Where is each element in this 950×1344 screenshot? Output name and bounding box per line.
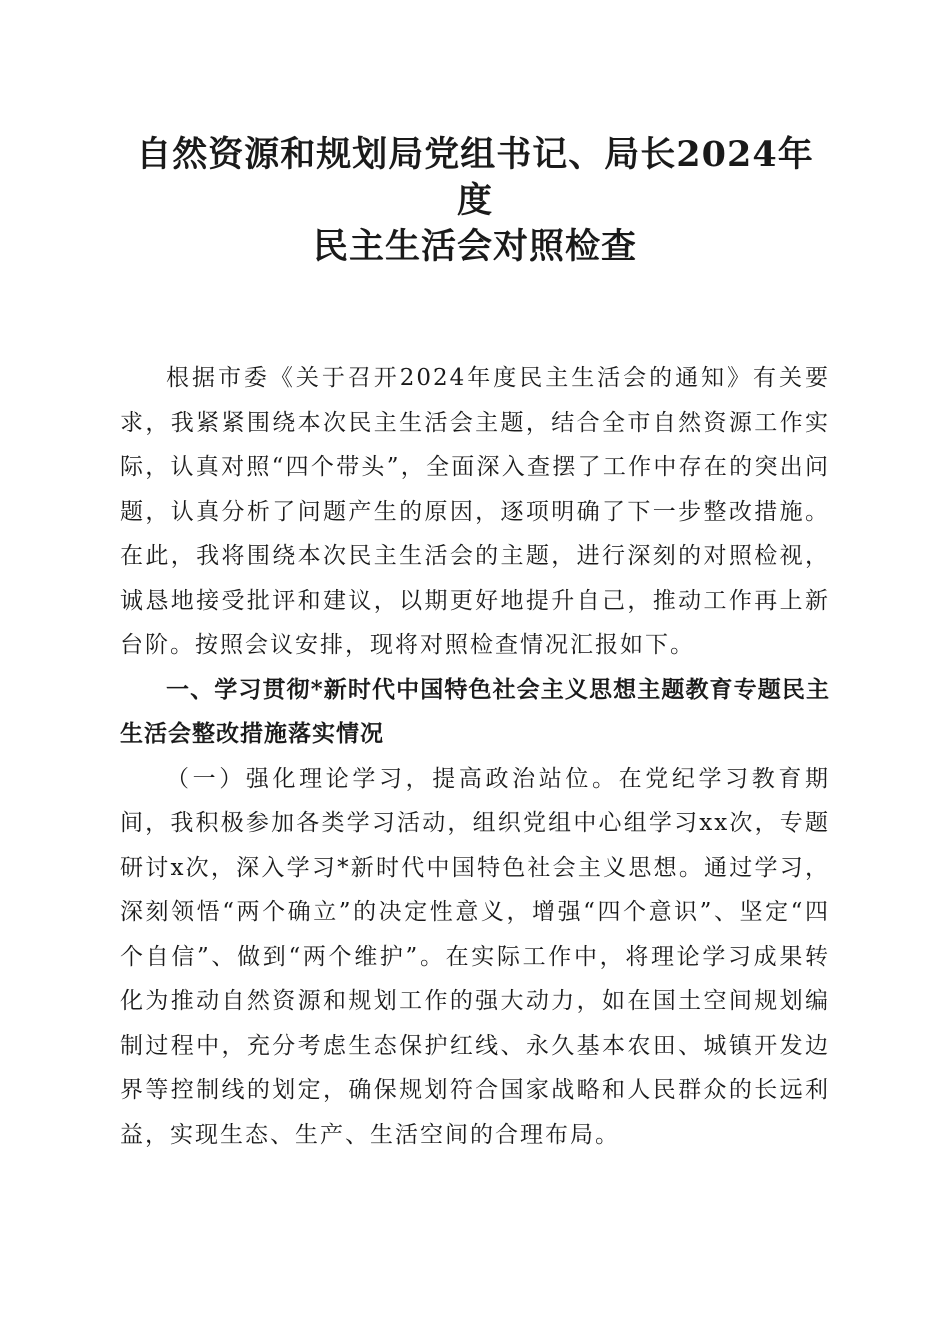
section-1-paragraph-1: （一）强化理论学习，提高政治站位。在党纪学习教育期间，我积极参加各类学习活动，组织党组中心组学习xx次，专题研讨x次，深入学习*新时代中国特色社会主义思想。通过学习，深刻领悟“两个确立”的决定性意义，增强“四个意识”、坚定“四个自信”、做到“两个维护”。在实际工作中，将理论学习成果转化为推动自然资源和规划工作的强大动力，如在国土空间规划编制过程中，充分考虑生态保护红线、永久基本农田、城镇开发边界等控制线的划定，确保规划符合国家战略和人民群众的长远利益，实现生态、生产、生活空间的合理布局。: [120, 765, 830, 1148]
title-line-2: 民主生活会对照检查: [312, 226, 637, 267]
intro-paragraph: 根据市委《关于召开2024年度民主生活会的通知》有关要求，我紧紧围绕本次民主生活会主题，结合全市自然资源工作实际，认真对照“四个带头”，全面深入查摆了工作中存在的突出问题，认真分析了问题产生的原因，逐项明确了下一步整改措施。在此，我将围绕本次民主生活会的主题，进行深刻的对照检视，诚恳地接受批评和建议，以期更好地提升自己，推动工作再上新台阶。按照会议安排，现将对照检查情况汇报如下。: [120, 365, 830, 658]
document-title: [120, 132, 830, 270]
title-line-1: 自然资源和规划局党组书记、局长2024年度: [136, 134, 814, 221]
document-page: [120, 132, 830, 1157]
section-1-heading: 一、学习贯彻*新时代中国特色社会主义思想主题教育专题民主生活会整改措施落实情况: [120, 675, 830, 747]
